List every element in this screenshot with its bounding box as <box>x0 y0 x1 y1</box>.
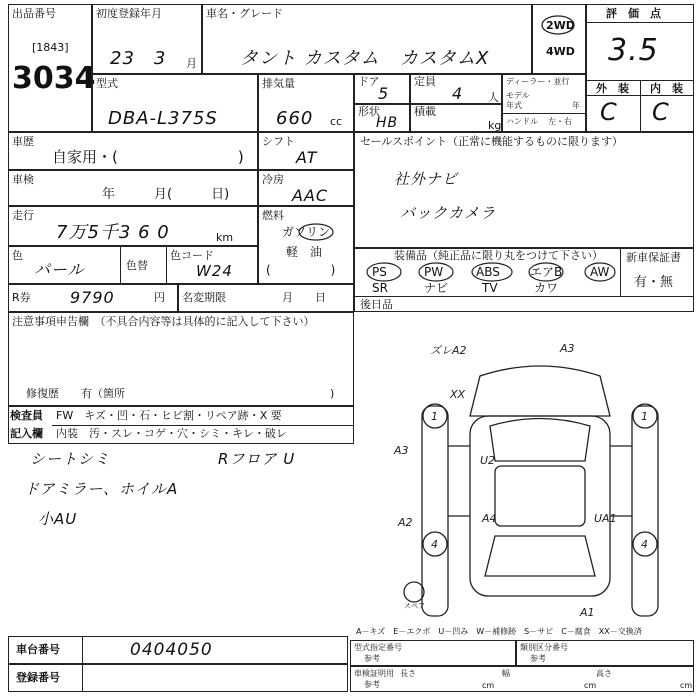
year-unit: 年 <box>572 101 580 110</box>
name-change-unit: 月 日 <box>282 291 326 304</box>
notes-label: 注意事項申告欄 （不具合内容等は具体的に記入して下さい） <box>12 315 315 328</box>
name-label: 車名・グレード <box>206 7 283 20</box>
sales-box <box>354 132 694 248</box>
mark-a4: A4 <box>482 512 497 525</box>
inspector-label: 検査員 <box>10 409 43 422</box>
mark-rl: 4 <box>431 538 438 551</box>
lot-label: 出品番号 <box>12 7 56 20</box>
int-row: 内装 汚・スレ・コゲ・穴・シミ・キレ・破レ <box>56 427 287 440</box>
lot-sub: [1843] <box>32 41 69 54</box>
model-value: DBA-L375S <box>108 108 218 129</box>
equip-ps: PS <box>372 265 387 279</box>
equip-tv: TV <box>482 281 498 295</box>
fuel-value2: 軽 油 <box>286 245 323 259</box>
fuel-bracket: ( ) <box>266 263 336 277</box>
year-label: 年式 <box>506 101 522 110</box>
equipment-divider-h <box>354 296 694 297</box>
handle-value: 左・右 <box>548 117 572 126</box>
int-label: 内 装 <box>650 82 683 95</box>
cert-sub: 参考 <box>364 680 380 689</box>
repair-label: 修復歴 有（箇所 <box>26 387 125 400</box>
hand-note4: Rフロア U <box>218 450 296 468</box>
model-year-label: モデル <box>506 91 530 100</box>
class-sub: 参考 <box>530 654 546 663</box>
height-label: 高さ <box>596 669 612 678</box>
inspection-label: 車検 <box>12 173 34 186</box>
mark-u2: U2 <box>480 454 496 467</box>
color-label: 色 <box>12 249 23 262</box>
ac-label: 冷房 <box>262 173 284 186</box>
recycle-label: R券 <box>12 291 31 304</box>
color-code-value: W24 <box>196 262 233 280</box>
equip-sr: SR <box>372 281 388 295</box>
shift-label: シフト <box>262 135 295 148</box>
mark-left-a3: A3 <box>394 444 409 457</box>
first-reg-unit: 月 <box>186 57 197 70</box>
length-unit: cm <box>482 681 495 690</box>
mark-left-a2: A2 <box>398 516 413 529</box>
name-value: タント カスタム <box>240 48 380 69</box>
shape-value: HB <box>376 115 399 131</box>
dealer-divider <box>502 113 586 114</box>
height-unit: cm <box>680 681 693 690</box>
equip-leather: カワ <box>534 281 559 295</box>
color-divider2 <box>166 246 167 284</box>
mark-front1: ズレA2 <box>430 344 467 357</box>
equipment-label: 装備品（純正品に限り丸をつけて下さい） <box>394 249 603 262</box>
drive-circle-icon <box>540 14 576 36</box>
mark-fl: 1 <box>431 410 438 423</box>
car-diagram <box>390 336 690 626</box>
sales-label: セールスポイント（正常に機能するものに限ります） <box>360 135 624 148</box>
ac-value: AAC <box>292 186 329 205</box>
mileage-value: 7万5千3 6 0 <box>56 222 170 243</box>
capacity-unit: 人 <box>488 91 499 104</box>
fuel-circle-icon <box>296 222 336 242</box>
mark-xx: XX <box>450 388 466 401</box>
handle-label: ハンドル <box>506 117 538 126</box>
recycle-value: 9790 <box>70 288 115 307</box>
color-change-label: 色替 <box>126 259 148 272</box>
load-label: 積載 <box>414 105 436 118</box>
after-label: 後日品 <box>360 298 393 311</box>
shape-label: 形状 <box>358 105 380 118</box>
engine-label: 排気量 <box>262 77 295 90</box>
recycle-unit: 円 <box>154 291 165 304</box>
score-label: 評 価 点 <box>606 7 661 20</box>
first-reg-value: 23 3 <box>110 48 167 69</box>
equip-aw: AW <box>590 265 610 279</box>
mark-front2: A3 <box>560 342 575 355</box>
hand-note2: ドアミラー、ホイルA <box>24 480 179 498</box>
color-code-label: 色コード <box>170 249 214 262</box>
color-divider <box>120 246 121 284</box>
history-label: 車歴 <box>12 135 34 148</box>
color-value: パール <box>34 260 85 279</box>
drive-2wd: 2WD <box>546 19 575 32</box>
grade-value: カスタムX <box>400 48 490 69</box>
width-label: 幅 <box>502 669 510 678</box>
load-unit: kg <box>488 119 502 132</box>
type-cert-sub: 参考 <box>364 654 380 663</box>
mark-a1: A1 <box>580 606 595 619</box>
fuel-value: ガソリン <box>282 225 331 239</box>
hand-note1: シートシミ <box>30 450 111 468</box>
warranty-value: 有・無 <box>634 275 674 290</box>
equip-airbag: エアB <box>530 265 563 279</box>
fw-row: FW キズ・凹・石・ヒビ割・リペア跡・X 要 <box>56 409 282 422</box>
drive-4wd: 4WD <box>546 45 575 58</box>
shift-value: AT <box>296 148 318 167</box>
engine-unit: cc <box>330 115 343 128</box>
equipment-circles-icon <box>362 260 622 284</box>
door-value: 5 <box>378 84 390 103</box>
ext-value: C <box>600 98 618 126</box>
score-value: 3.5 <box>608 33 659 68</box>
cert-label: 車検証明用 <box>354 669 394 678</box>
width-unit: cm <box>584 681 597 690</box>
equip-pw: PW <box>424 265 444 279</box>
warranty-label: 新車保証書 <box>626 251 681 264</box>
mileage-unit: km <box>216 231 234 244</box>
chassis-value: 0404050 <box>130 640 213 660</box>
mileage-label: 走行 <box>12 209 34 222</box>
first-reg-label: 初度登録年月 <box>96 7 162 20</box>
ext-label: 外 装 <box>596 82 629 95</box>
spare-label: スペア <box>404 602 425 610</box>
mark-rr: 4 <box>641 538 648 551</box>
capacity-value: 4 <box>452 84 464 103</box>
fuel-label: 燃料 <box>262 209 284 222</box>
hand-note3: 小AU <box>38 510 78 528</box>
mark-fr: 1 <box>641 410 648 423</box>
inspector-divider <box>52 425 354 426</box>
door-label: ドア <box>358 75 380 88</box>
reg-label: 登録番号 <box>16 671 60 684</box>
type-cert-label: 型式指定番号 <box>354 643 402 652</box>
dealer-label: ディーラー・並行 <box>506 77 570 86</box>
capacity-label: 定員 <box>414 75 436 88</box>
equip-navi: ナビ <box>424 281 449 295</box>
engine-value: 660 <box>276 108 314 129</box>
legend: A－キズ E－エクボ U－凹み W－補修跡 S－サビ C－腐食 XX－交換済 <box>356 627 642 636</box>
model-label: 型式 <box>96 77 118 90</box>
chassis-label: 車台番号 <box>16 643 60 656</box>
sales-line1: 社外ナビ <box>394 170 459 188</box>
repair-close: ) <box>330 387 335 400</box>
mark-ua1: UA1 <box>594 512 617 525</box>
equip-abs: ABS <box>476 265 500 279</box>
int-value: C <box>652 98 670 126</box>
sales-line2: バックカメラ <box>400 204 497 222</box>
entry-label: 記入欄 <box>10 427 43 440</box>
score-divider <box>586 22 694 23</box>
inspection-value: 年 月( 日) <box>102 187 230 202</box>
class-label: 類別区分番号 <box>520 643 568 652</box>
score-divider-v <box>640 80 641 132</box>
name-change-label: 名変期限 <box>182 291 226 304</box>
history-value: 自家用・( ) <box>52 148 244 166</box>
lot-number: 3034 <box>12 61 96 96</box>
length-label: 長さ <box>400 669 416 678</box>
